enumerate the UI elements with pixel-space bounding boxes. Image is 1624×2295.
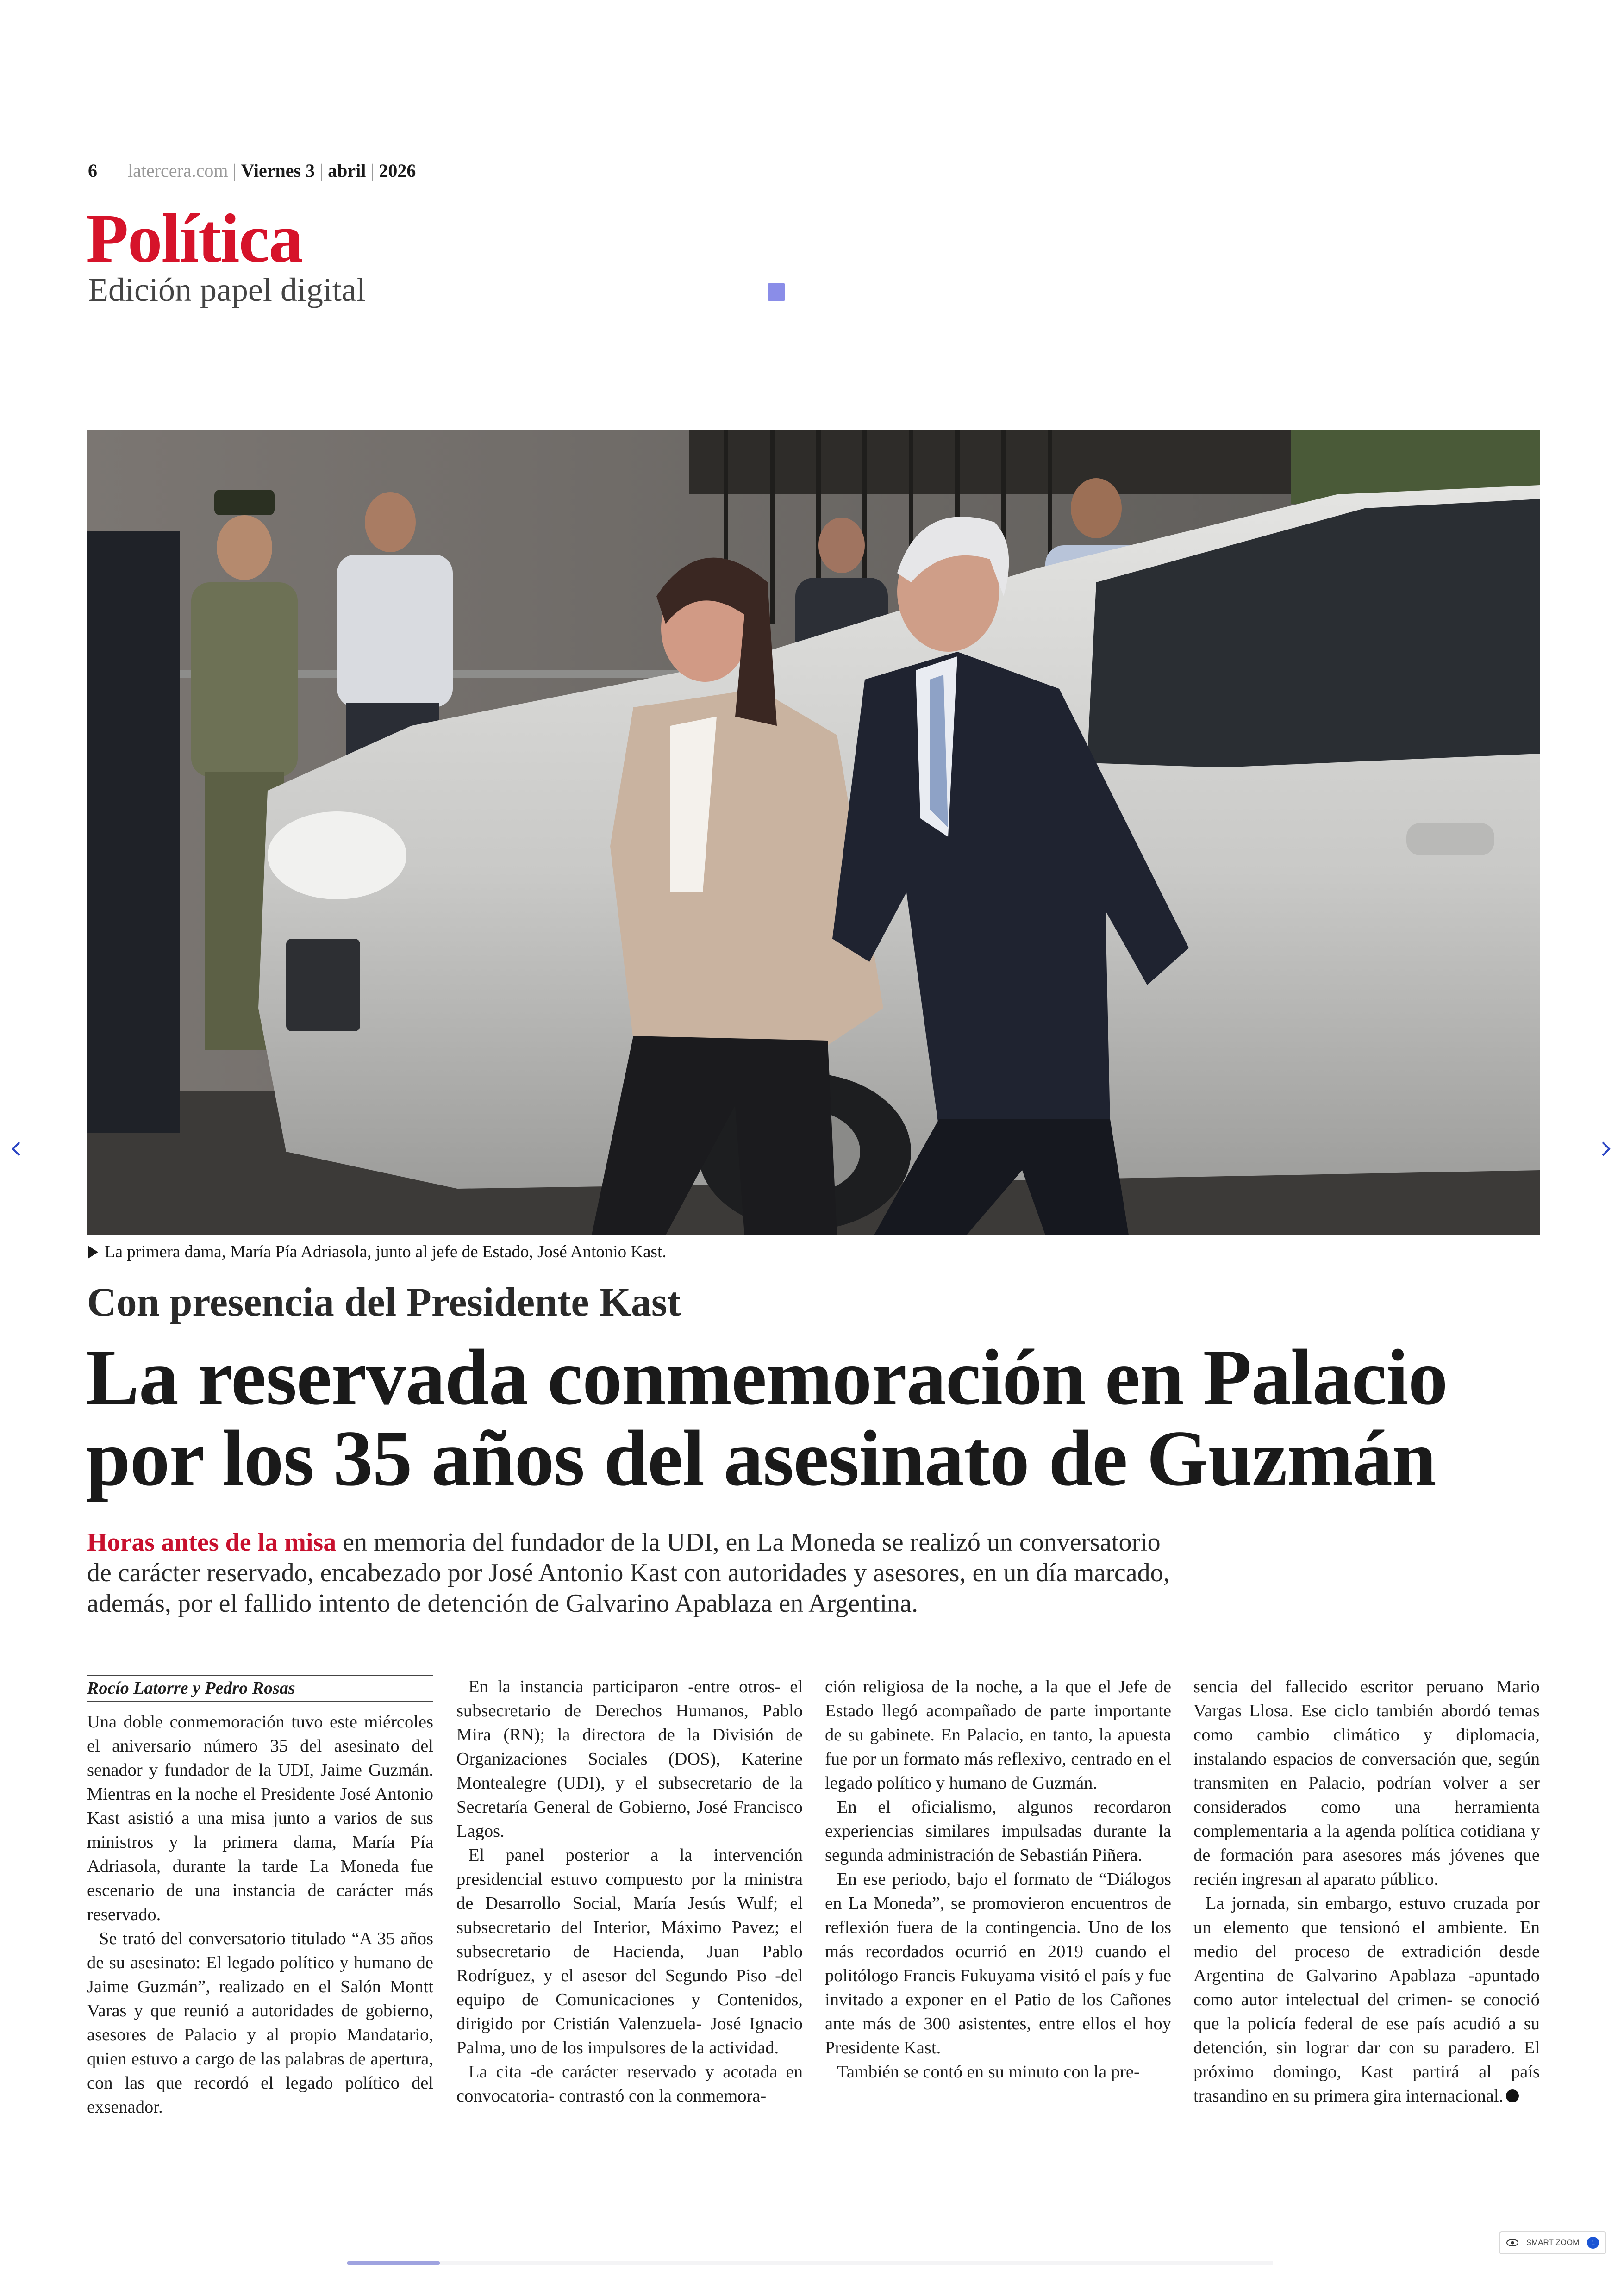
paragraph: sencia del fallecido escritor peruano Mario Vargas Llosa. Ese ciclo también abordó temas como cambio climático y diplomacia, instalando espacios de conversación que, según transmiten en Palacio, podrían volver a ser considerados como una herramienta complementaria a la agenda política cotidiana y de formación para asesores más jóvenes que recién ingresan al aparato público. (1193, 1677, 1540, 1889)
page-marker-icon[interactable] (768, 283, 785, 301)
photo-illustration (87, 430, 1540, 1235)
paragraph: La cita -de carácter reservado y acotada en convocatoria- contrastó con la conmemora- (456, 2062, 803, 2106)
paragraph: ción religiosa de la noche, a la que el Jefe de Estado llegó acompañado de parte importante de su gabinete. En Palacio, en tanto, la apuesta fue por un formato más reflexivo, centrado en el legado político y humano de Guzmán. (825, 1677, 1171, 1793)
headline-line-2: por los 35 años del asesinato de Guzmán (86, 1415, 1436, 1503)
paragraph: En ese periodo, bajo el formato de “Diálogos en La Moneda”, se promovieron encuentros de reflexión fuera de la contingencia. Uno de los más recordados ocurrió en 2019 cuando el politólogo Francis Fukuyama visitó el país y fue invitado a exponer en el Patio de los Cañones ante más de 300 asistentes, entre ellos el hoy Presidente Kast. (825, 1870, 1171, 2058)
caption-text: La primera dama, María Pía Adriasola, junto al jefe de Estado, José Antonio Kast. (105, 1242, 667, 1261)
smart-zoom-button[interactable] (1499, 2231, 1606, 2254)
paragraph: Una doble conmemoración tuvo este miércoles el aniversario número 35 del asesinato del senador y fundador de la UDI, Jaime Guzmán. Mientras en la noche el Presidente José Antonio Kast asistió a una misa junto a varios de sus ministros y la primera dama, María Pía Adriasola, durante la tarde La Moneda fue escenario de una instancia de carácter más reservado. (87, 1712, 433, 1924)
lead-line-1 (87, 1529, 1161, 1555)
lead-line-2: de carácter reservado, encabezado por José Antonio Kast con autoridades y asesores, en un día marcado, (87, 1559, 1170, 1587)
issue-day: Viernes 3 (241, 160, 315, 181)
headline-line-1: La reservada conmemoración en Palacio (86, 1334, 1448, 1422)
paragraph: En el oficialismo, algunos recordaron experiencias similares impulsadas durante la segunda administración de Sebastián Piñera. (825, 1797, 1171, 1865)
paragraph-text: La jornada, sin embargo, estuvo cruzada por un elemento que tensionó el ambiente. En medio del proceso de extradición desde Argentina de Galvarino Apablaza -apuntado como autor intelectual del crimen- se conoció que la policía federal de ese país acudió a su detención, sin lograr dar con su paradero. El próximo domingo, Kast partirá al país trasandino en su primera gira internacional. (1193, 1894, 1540, 2106)
paragraph: En la instancia participaron -entre otros- el subsecretario de Derechos Humanos, Pablo Mira (RN); la directora de la División de Organizaciones Sociales (DOS), Katerine Montealegre (UDI), y el subsecretario de la Secretaría General de Gobierno, José Francisco Lagos. (456, 1677, 803, 1841)
eye-icon (1506, 2239, 1518, 2247)
paragraph (1193, 1891, 1540, 2108)
article-photo (87, 430, 1540, 1235)
caption-arrow-icon (88, 1246, 98, 1259)
article-kicker: Con presencia del Presidente Kast (87, 1280, 681, 1325)
article-column-1 (87, 1675, 433, 2119)
previous-page-button[interactable] (7, 1140, 26, 1158)
byline: Rocío Latorre y Pedro Rosas (87, 1675, 433, 1702)
issue-month: abril (328, 160, 366, 181)
site-name[interactable]: latercera.com (128, 160, 228, 181)
edition-label: Edición papel digital (88, 271, 366, 308)
paragraph: El panel posterior a la intervención presidencial estuvo compuesto por la ministra de Desarrollo Social, María Jesús Wulf; el subsecretario del Interior, Máximo Pavez; el subsecretario de Hacienda, Juan Pablo Rodríguez, y el asesor del Segundo Piso -del equipo de Comunicaciones y Contenidos, dirigido por Cristián Valenzuela- José Ignacio Palma, uno de los impulsores de la actividad. (456, 1846, 803, 2058)
paragraph: Se trató del conversatorio titulado “A 35 años de su asesinato: El legado político y humano de Jaime Guzmán”, realizado en el Salón Montt Varas y que reunió a autoridades de gobierno, asesores de Palacio y al propio Mandatario, quien estuvo a cargo de las palabras de apertura, con las que recordó el legado político del exsenador. (87, 1929, 433, 2117)
article-column-2 (456, 1675, 803, 2108)
section-title: Política (86, 200, 303, 277)
issue-year: 2026 (379, 160, 416, 181)
page-folio: 6 latercera.com | Viernes 3 | abril | 2026 (88, 160, 416, 181)
chevron-right-icon (1596, 1140, 1615, 1158)
article-column-3 (825, 1675, 1171, 2084)
lead-line-3: además, por el fallido intento de detención de Galvarino Apablaza en Argentina. (87, 1589, 918, 1618)
photo-caption (88, 1242, 666, 1262)
page-progress-indicator[interactable] (347, 2261, 440, 2265)
end-of-article-icon (1506, 2089, 1519, 2102)
chevron-left-icon (7, 1140, 26, 1158)
page-number: 6 (88, 160, 97, 181)
lead-highlight: Horas antes de la misa (87, 1528, 337, 1557)
smart-zoom-badge: 1 (1587, 2237, 1599, 2249)
page-progress-track[interactable] (347, 2261, 1273, 2265)
paragraph: También se contó en su minuto con la pre- (837, 2062, 1140, 2082)
article-column-4 (1193, 1675, 1540, 2108)
smart-zoom-label: SMART ZOOM (1526, 2238, 1580, 2247)
next-page-button[interactable] (1596, 1140, 1615, 1158)
lead-line-1-rest: en memoria del fundador de la UDI, en La Moneda se realizó un conversatorio (336, 1528, 1161, 1557)
